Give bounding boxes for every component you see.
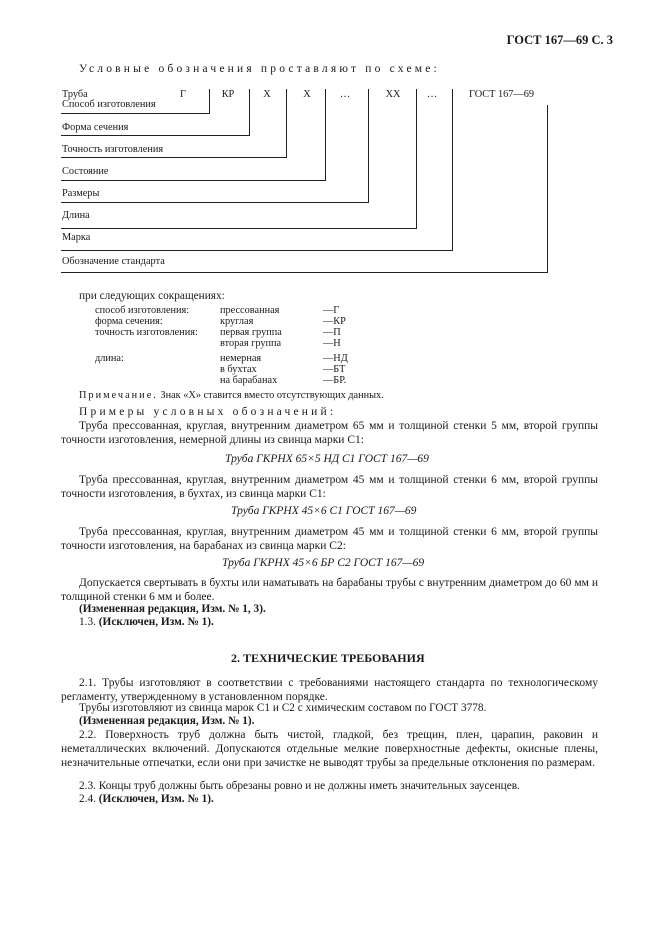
example-code: Труба ГКРНХ 45×6 БР С2 ГОСТ 167—69 (222, 557, 425, 569)
scheme-row-label: Размеры (62, 188, 100, 199)
scheme-leader (286, 89, 287, 158)
scheme-row-label: Марка (62, 232, 91, 243)
abbr-val: прессованная (220, 305, 280, 316)
scheme-rule (61, 272, 548, 273)
abbr-val: круглая (220, 316, 254, 327)
scheme-row-label: Способ изготовления (62, 99, 156, 110)
scheme-rule (61, 113, 210, 114)
para-2-4 (79, 793, 214, 805)
scheme-code: ГОСТ 167—69 (469, 89, 535, 100)
example-text: Труба прессованная, круглая, внутренним диаметром 45 мм и толщиной стенки 6 мм, второй группы точности изготовления, на барабанах из свинца марки С2: (61, 526, 598, 552)
scheme-rule (61, 250, 453, 251)
para-2-2: 2.2. Поверхность труб должна быть чистой, гладкой, без трещин, плен, царапин, раковин и неметаллических включений. Допускаются отдельные мелкие поверхностные дефекты, окисные плены, незначительные отпечатки, если они при зачистке не выводят трубы за предельные отклонения по размерам. (61, 729, 598, 769)
scheme-rule (61, 157, 287, 158)
para-excluded: (Исключен, Изм. № 1). (98, 616, 214, 628)
abbr-val: вторая группа (220, 338, 282, 349)
para-2-1b: Трубы изготовляют из свинца марок С1 и С2 с химическим составом по ГОСТ 3778. (79, 702, 487, 714)
example-text: Труба прессованная, круглая, внутренним диаметром 65 мм и толщиной стенки 5 мм, второй группы точности изготовления, немерной длины из свинца марки С1: (61, 420, 598, 446)
scheme-rule (61, 202, 369, 203)
scheme-row-label: Обозначение стандарта (62, 256, 165, 267)
note-label: Примечание. (79, 390, 158, 401)
abbr-val: немерная (220, 353, 262, 364)
para-2-3: 2.3. Концы труб должны быть обрезаны ровно и не должны иметь значительных заусенцев. (79, 780, 520, 792)
abbr-cat: способ изготовления: (95, 305, 190, 316)
scheme-leader (416, 89, 417, 229)
abbr-cat: длина: (95, 353, 124, 364)
example-text: Труба прессованная, круглая, внутренним диаметром 45 мм и толщиной стенки 6 мм, второй группы точности изготовления, в бухтах, из свинца марки С1: (61, 474, 598, 500)
note (79, 390, 384, 401)
scheme-row-label: Точность изготовления (62, 144, 164, 155)
abbr-intro: при следующих сокращениях: (79, 290, 225, 302)
abbr-code: —НД (323, 353, 348, 364)
abbr-code: —КР (323, 316, 346, 327)
scheme-code: ХХ (385, 89, 401, 100)
scheme-code: Х (303, 89, 311, 100)
scheme-rule (61, 180, 326, 181)
edit-note: (Измененная редакция, Изм. № 1, 3). (79, 603, 266, 615)
para-excluded: (Исключен, Изм. № 1). (98, 793, 214, 805)
abbr-cat: форма сечения: (95, 316, 163, 327)
scheme-rule (61, 135, 250, 136)
scheme-row-label: Состояние (62, 166, 109, 177)
para-1-3 (79, 616, 214, 628)
allowed-text: Допускается свертывать в бухты или наматывать на барабаны трубы с внутренним диаметром до 60 мм и толщиной стенки 6 мм и более. (61, 577, 598, 603)
scheme-code: КР (221, 89, 235, 100)
scheme-code: … (339, 89, 351, 100)
scheme-leader (325, 89, 326, 181)
para-2-1: 2.1. Трубы изготовляют в соответствии с требованиями настоящего стандарта по технологическому регламенту, утвержденному в установленном порядке. (61, 677, 598, 703)
note-text: Знак «Х» ставится вместо отсутствующих данных. (157, 390, 384, 401)
para-number: 2.4. (79, 793, 96, 805)
scheme-rule (61, 228, 417, 229)
abbr-val: на барабанах (220, 375, 278, 386)
scheme-leader (249, 89, 250, 136)
abbr-code: —П (323, 327, 341, 338)
abbr-code: —Н (323, 338, 341, 349)
scheme-code: Г (180, 89, 186, 100)
scheme-leader (547, 105, 548, 273)
scheme-leader (209, 89, 210, 114)
abbr-cat: точность изготовления: (95, 327, 198, 338)
section-title: 2. ТЕХНИЧЕСКИЕ ТРЕБОВАНИЯ (231, 651, 425, 665)
scheme-leader (452, 89, 453, 251)
edit-note: (Измененная редакция, Изм. № 1). (79, 715, 255, 727)
example-code: Труба ГКРНХ 65×5 НД С1 ГОСТ 167—69 (225, 453, 429, 465)
scheme-code: Х (263, 89, 271, 100)
abbr-code: —Г (323, 305, 340, 316)
examples-title: Примеры условных обозначений: (79, 406, 337, 418)
para-number: 1.3. (79, 616, 96, 628)
scheme-tube-label: Труба (62, 89, 88, 100)
scheme-leader (368, 89, 369, 203)
example-code: Труба ГКРНХ 45×6 С1 ГОСТ 167—69 (231, 505, 417, 517)
scheme-intro: Условные обозначения проставляют по схеме: (79, 63, 440, 75)
page-header: ГОСТ 167—69 С. 3 (506, 33, 613, 47)
abbr-val: первая группа (220, 327, 282, 338)
scheme-row-label: Форма сечения (62, 122, 129, 133)
abbr-code: —БР. (323, 375, 347, 386)
abbr-code: —БТ (323, 364, 346, 375)
scheme-row-label: Длина (62, 210, 90, 221)
abbr-val: в бухтах (220, 364, 257, 375)
scheme-code: … (426, 89, 438, 100)
